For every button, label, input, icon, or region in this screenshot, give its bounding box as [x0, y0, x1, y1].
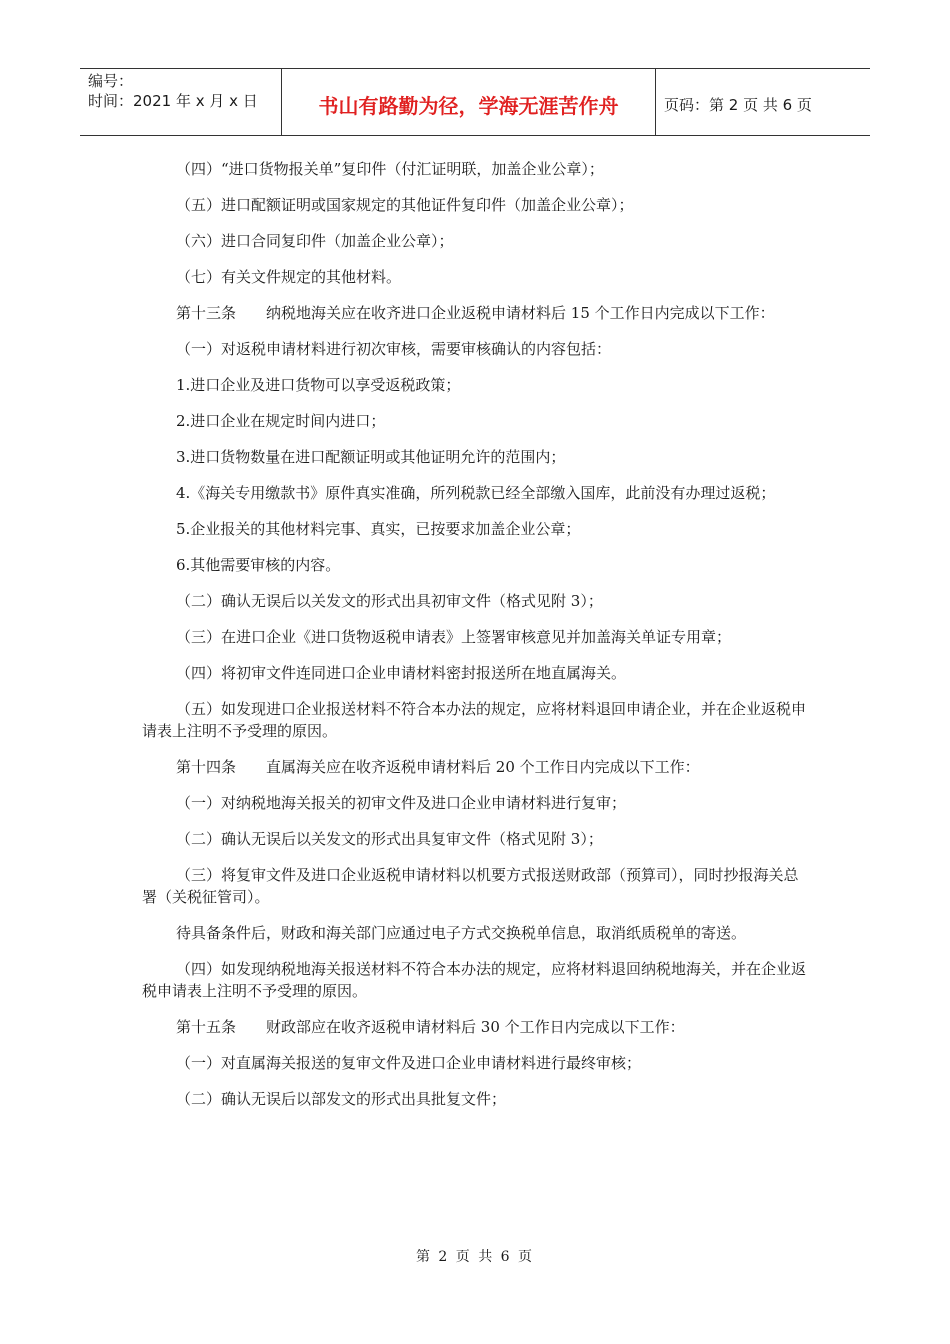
header-page-number: 页码：第 2 页 共 6 页	[664, 95, 812, 114]
paragraph: （三）将复审文件及进口企业返税申请材料以机要方式报送财政部（预算司），同时抄报海关总署（关税征管司）。	[142, 866, 799, 906]
paragraph: （五）如发现进口企业报送材料不符合本办法的规定，应将材料退回申请企业，并在企业返税申请表上注明不予受理的原因。	[142, 700, 807, 740]
page-header	[80, 68, 870, 136]
header-meta	[80, 69, 282, 135]
article-heading: 第十三条 纳税地海关应在收齐进口企业返税申请材料后 15 个工作日内完成以下工作：	[176, 304, 775, 322]
paragraph: （三）在进口企业《进口货物返税申请表》上签署审核意见并加盖海关单证专用章；	[176, 628, 732, 646]
paragraph: （七）有关文件规定的其他材料。	[176, 268, 402, 286]
list-item: 1.进口企业及进口货物可以享受返税政策；	[176, 376, 461, 394]
header-motto: 书山有路勤为径，学海无涯苦作舟	[282, 69, 656, 135]
paragraph: （二）确认无误后以关发文的形式出具初审文件（格式见附 3）；	[176, 592, 603, 610]
paragraph: （六）进口合同复印件（加盖企业公章）；	[176, 232, 454, 250]
paragraph: （一）对直属海关报送的复审文件及进口企业申请材料进行最终审核；	[176, 1054, 642, 1072]
document-body	[142, 158, 812, 1124]
list-item: 6.其他需要审核的内容。	[176, 556, 341, 574]
paragraph: （四）将初审文件连同进口企业申请材料密封报送所在地直属海关。	[176, 664, 627, 682]
article-heading: 第十五条 财政部应在收齐返税申请材料后 30 个工作日内完成以下工作：	[176, 1018, 685, 1036]
paragraph: （二）确认无误后以部发文的形式出具批复文件；	[176, 1090, 507, 1108]
list-item: 3.进口货物数量在进口配额证明或其他证明允许的范围内；	[176, 448, 566, 466]
paragraph: （五）进口配额证明或国家规定的其他证件复印件（加盖企业公章）；	[176, 196, 634, 214]
list-item: 2.进口企业在规定时间内进口；	[176, 412, 386, 430]
paragraph: （四）“进口货物报关单”复印件（付汇证明联，加盖企业公章）；	[176, 160, 604, 178]
paragraph: （二）确认无误后以关发文的形式出具复审文件（格式见附 3）；	[176, 830, 603, 848]
article-heading: 第十四条 直属海关应在收齐返税申请材料后 20 个工作日内完成以下工作：	[176, 758, 700, 776]
paragraph: （一）对纳税地海关报关的初审文件及进口企业申请材料进行复审；	[176, 794, 627, 812]
list-item: 4.《海关专用缴款书》原件真实准确，所列税款已经全部缴入国库，此前没有办理过返税；	[176, 484, 776, 502]
document-code: 编号：	[88, 72, 134, 90]
document-date: 时间：2021 年 x 月 x 日	[88, 92, 258, 110]
paragraph: （一）对返税申请材料进行初次审核，需要审核确认的内容包括：	[176, 340, 612, 358]
paragraph: 待具备条件后，财政和海关部门应通过电子方式交换税单信息，取消纸质税单的寄送。	[176, 924, 747, 942]
paragraph: （四）如发现纳税地海关报送材料不符合本办法的规定，应将材料退回纳税地海关，并在企业返税申请表上注明不予受理的原因。	[142, 960, 807, 1000]
page-footer: 第 2 页 共 6 页	[415, 1249, 535, 1265]
list-item: 5.企业报关的其他材料完事、真实，已按要求加盖企业公章；	[176, 520, 581, 538]
